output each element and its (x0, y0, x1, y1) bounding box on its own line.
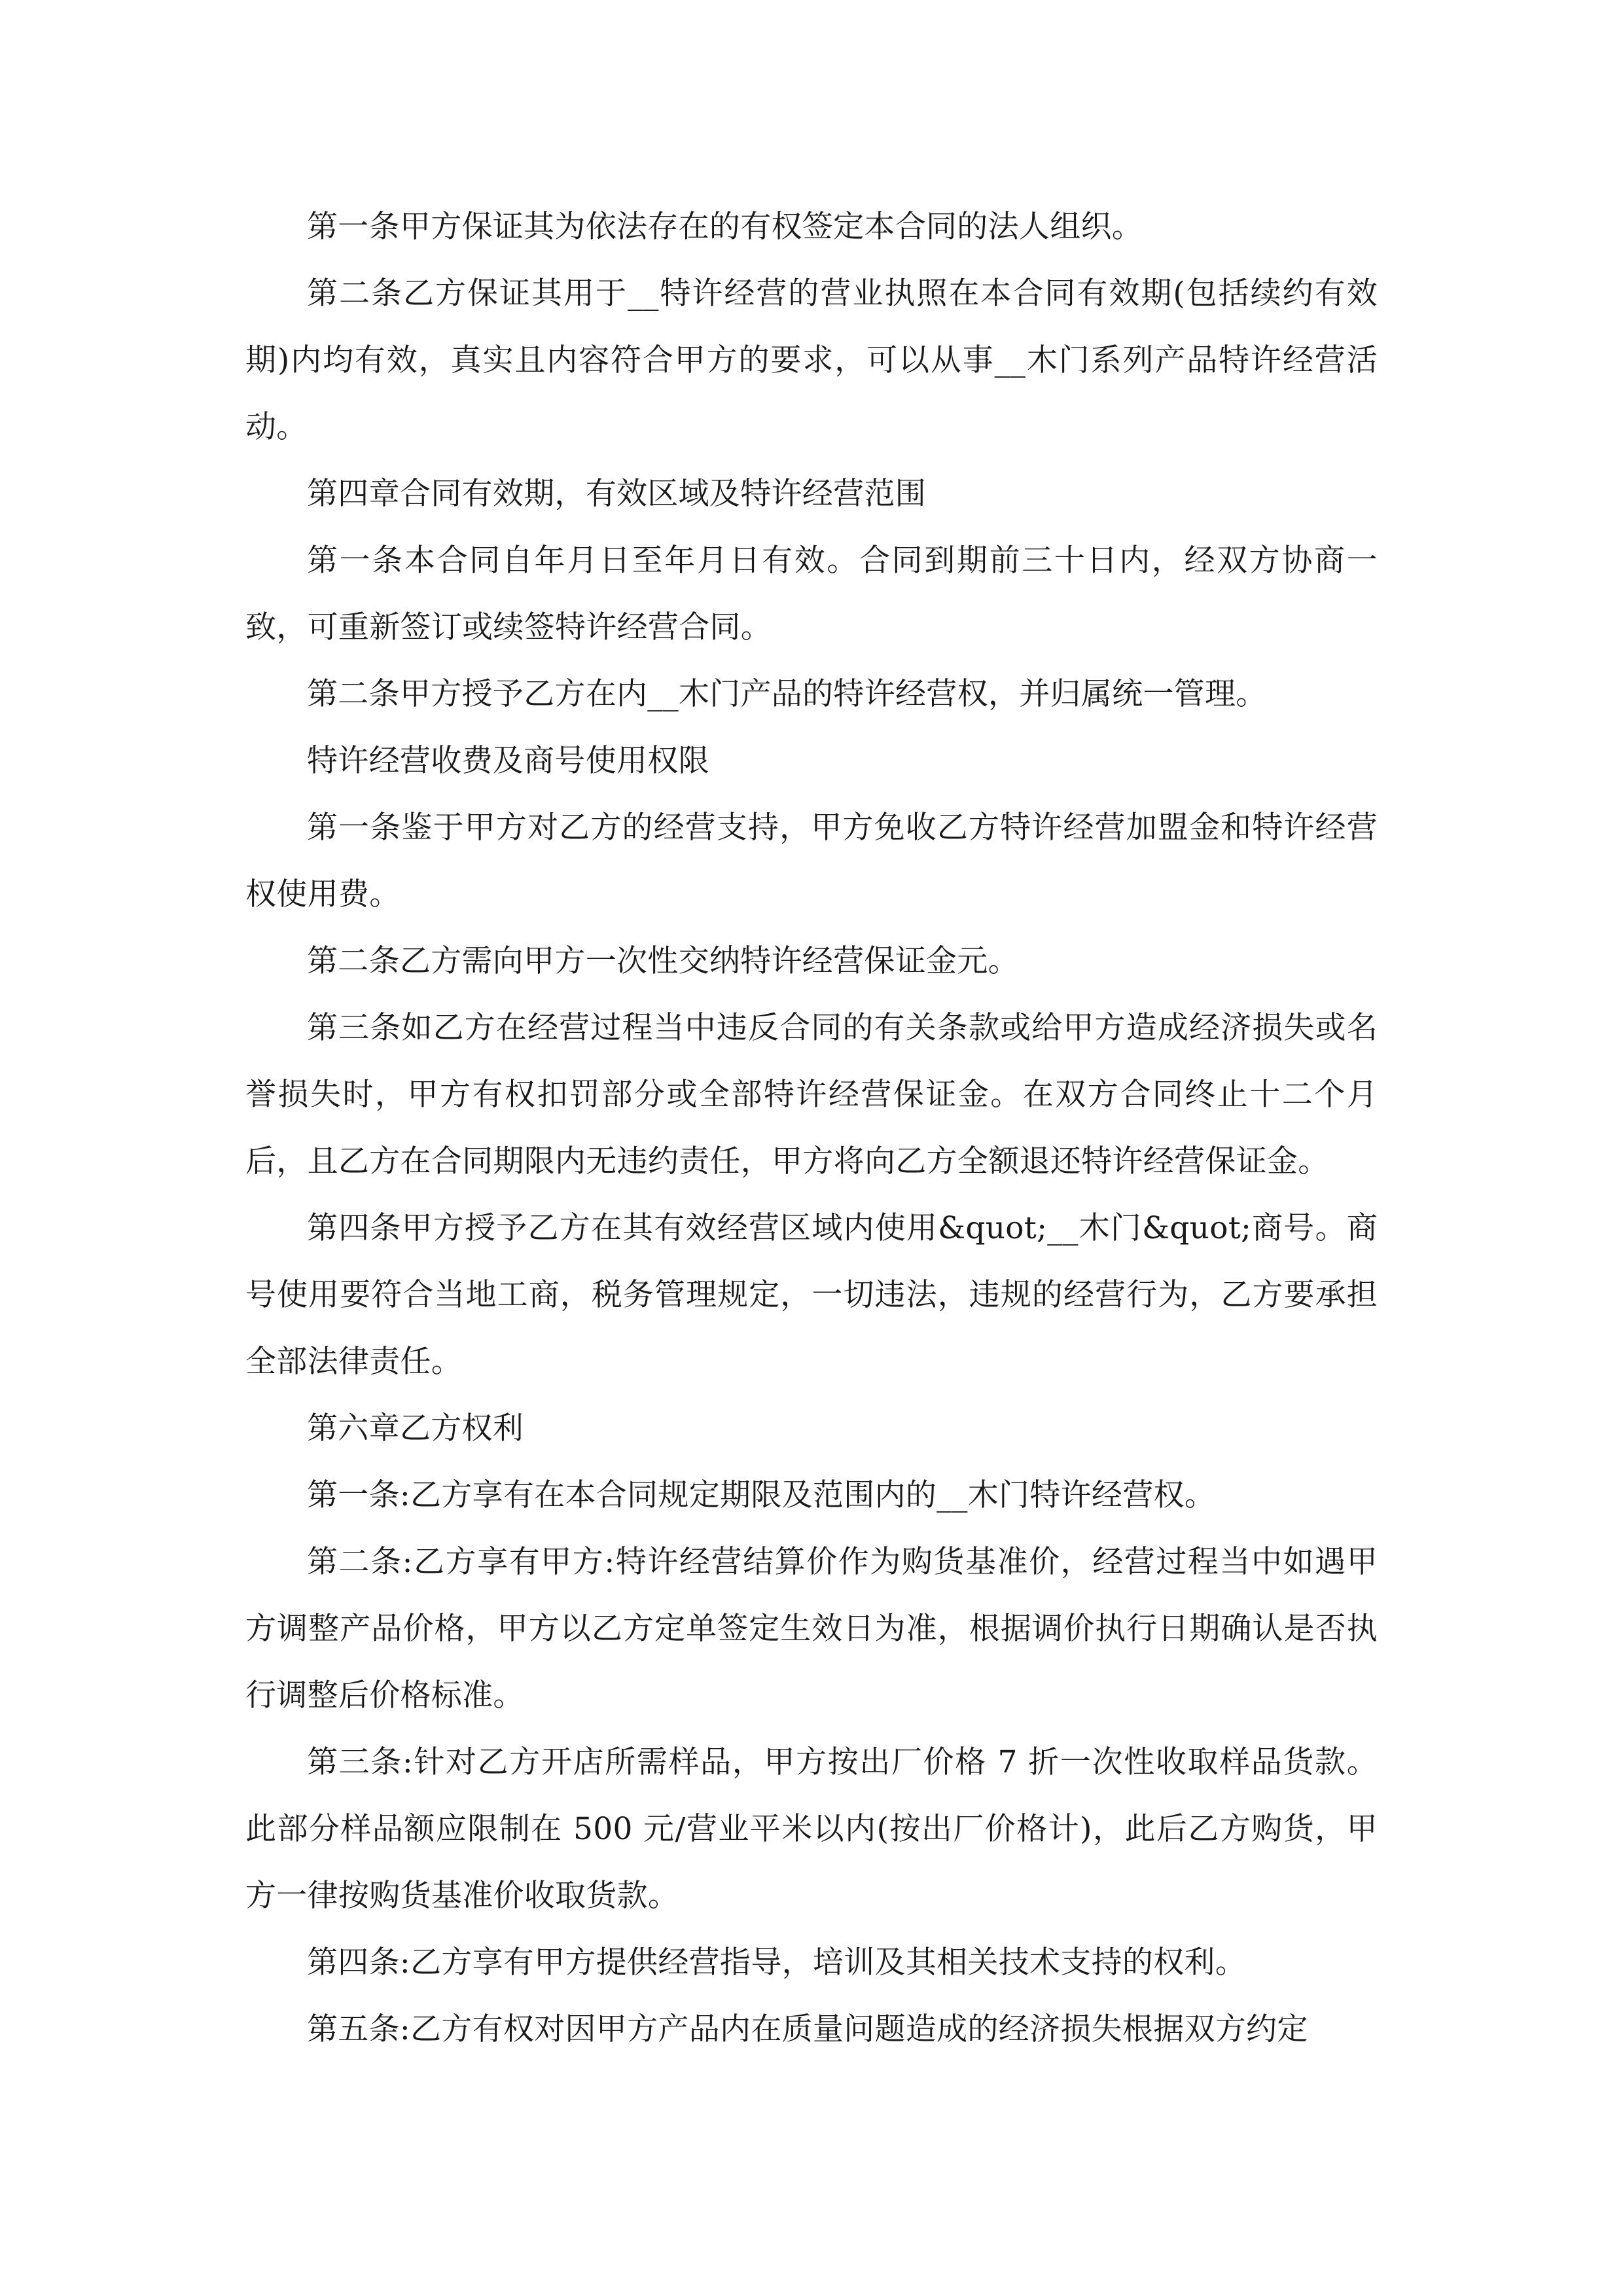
paragraph-article-2-franchise-grant: 第二条甲方授予乙方在内__木门产品的特许经营权，并归属统一管理。 (307, 676, 1267, 712)
paragraph-article-3-deposit-penalty: 第三条如乙方在经营过程当中违反合同的有关条款或给甲方造成经济损失或名誉损失时，甲方有权扣罚部分或全部特许经营保证金。在双方合同终止十二个月后，且乙方在合同期限内无违约责任，甲方将向乙方全额退还特许经营保证金。 (245, 1010, 1378, 1179)
paragraph-article-1-validity: 第一条本合同自年月日至年月日有效。合同到期前三十日内，经双方协商一致，可重新签订或续签特许经营合同。 (245, 543, 1378, 645)
section-heading-fees: 特许经营收费及商号使用权限 (307, 743, 709, 779)
chapter-6-heading: 第六章乙方权利 (307, 1410, 524, 1446)
paragraph-article-2-deposit: 第二条乙方需向甲方一次性交纳特许经营保证金元。 (307, 943, 1019, 979)
paragraph-article-1-fee-waiver: 第一条鉴于甲方对乙方的经营支持，甲方免收乙方特许经营加盟金和特许经营权使用费。 (245, 810, 1378, 912)
paragraph-article-4-trade-name: 第四条甲方授予乙方在其有效经营区域内使用&quot;__木门&quot;商号。商号使用要符合当地工商，税务管理规定，一切违法，违规的经营行为，乙方要承担全部法律责任。 (245, 1210, 1378, 1380)
paragraph-article-5-quality-loss: 第五条:乙方有权对因甲方产品内在质量问题造成的经济损失根据双方约定 (307, 2011, 1308, 2047)
paragraph-article-1-franchise-right: 第一条:乙方享有在本合同规定期限及范围内的__木门特许经营权。 (307, 1477, 1216, 1513)
paragraph-article-4-training: 第四条:乙方享有甲方提供经营指导，培训及其相关技术支持的权利。 (307, 1945, 1247, 1981)
document-page (245, 194, 1378, 2063)
chapter-4-heading: 第四章合同有效期，有效区域及特许经营范围 (307, 476, 926, 512)
paragraph-article-1-legal-entity: 第一条甲方保证其为依法存在的有权签定本合同的法人组织。 (307, 209, 1143, 245)
paragraph-article-3-samples: 第三条:针对乙方开店所需样品，甲方按出厂价格 7 折一次性收取样品货款。此部分样品额应限制在 500 元/营业平米以内(按出厂价格计)，此后乙方购货，甲方一律按购货基准价收取货款。 (245, 1744, 1378, 1914)
paragraph-article-2-base-price: 第二条:乙方享有甲方:特许经营结算价作为购货基准价，经营过程当中如遇甲方调整产品价格，甲方以乙方定单签定生效日为准，根据调价执行日期确认是否执行调整后价格标准。 (245, 1544, 1378, 1713)
paragraph-article-2-business-license: 第二条乙方保证其用于__特许经营的营业执照在本合同有效期(包括续约有效期)内均有效，真实且内容符合甲方的要求，可以从事__木门系列产品特许经营活动。 (245, 276, 1378, 445)
